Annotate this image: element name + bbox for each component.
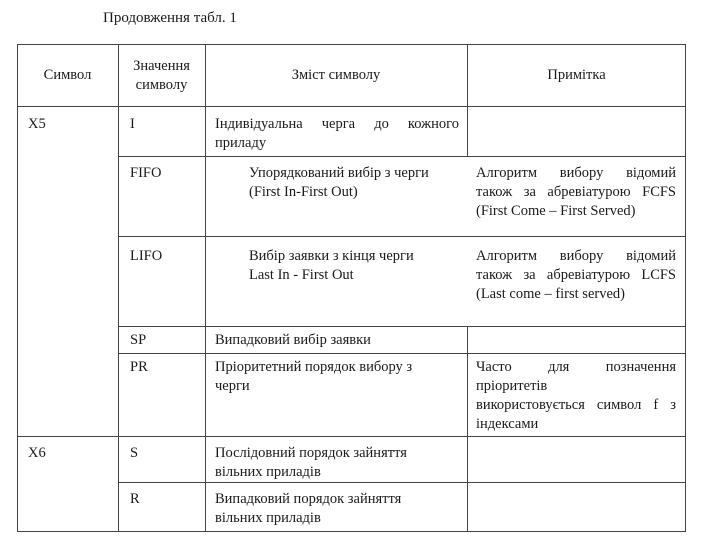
note-cell: Алгоритм вибору відомий також за абревіатурою LCFS (Last come – first served) [476,248,676,302]
header-symbol: Символ [43,67,92,83]
value-cell: S [130,445,139,461]
content-cell: Пріоритетний порядок вибору з черги [215,359,413,394]
content-cell: Випадковий вибір заявки [215,332,371,348]
content-cell: Випадковий порядок зайняття вільних приладів [215,491,402,526]
column-divider [467,44,468,156]
note-cell: Часто для позначення пріоритетів використовується символ f з індексами [476,359,676,432]
value-cell: FIFO [130,165,162,181]
value-cell: LIFO [130,248,163,264]
table-caption: Продовження табл. 1 [103,10,237,26]
row-divider [118,236,686,237]
value-cell: PR [130,359,148,375]
content-cell: Індивідуальна черга до кожного приладу [215,116,459,151]
row-divider [118,482,686,483]
value-cell: I [130,116,135,132]
column-divider [205,44,206,532]
value-cell: R [130,491,140,507]
symbol-x6: X6 [28,445,46,461]
row-divider [118,156,686,157]
column-divider [118,44,119,532]
header-note: Примітка [547,67,606,83]
header-value: Значення символу [133,58,190,93]
table-border-right [685,44,686,532]
content-cell: Послідовний порядок зайняття вільних приладів [215,445,407,480]
header-content: Зміст символу [291,67,381,83]
value-cell: SP [130,332,147,348]
row-divider [118,353,686,354]
column-divider [467,326,468,532]
row-divider [118,326,686,327]
symbol-table [17,44,686,532]
table-border-left [17,44,18,532]
content-cell: Вибір заявки з кінця черги Last In - First Out [249,248,414,283]
note-cell: Алгоритм вибору відомий також за абревіатурою FCFS (First Come – First Served) [476,165,676,219]
symbol-x5: X5 [28,116,46,132]
content-cell: Упорядкований вибір з черги (First In-First Out) [249,165,429,200]
